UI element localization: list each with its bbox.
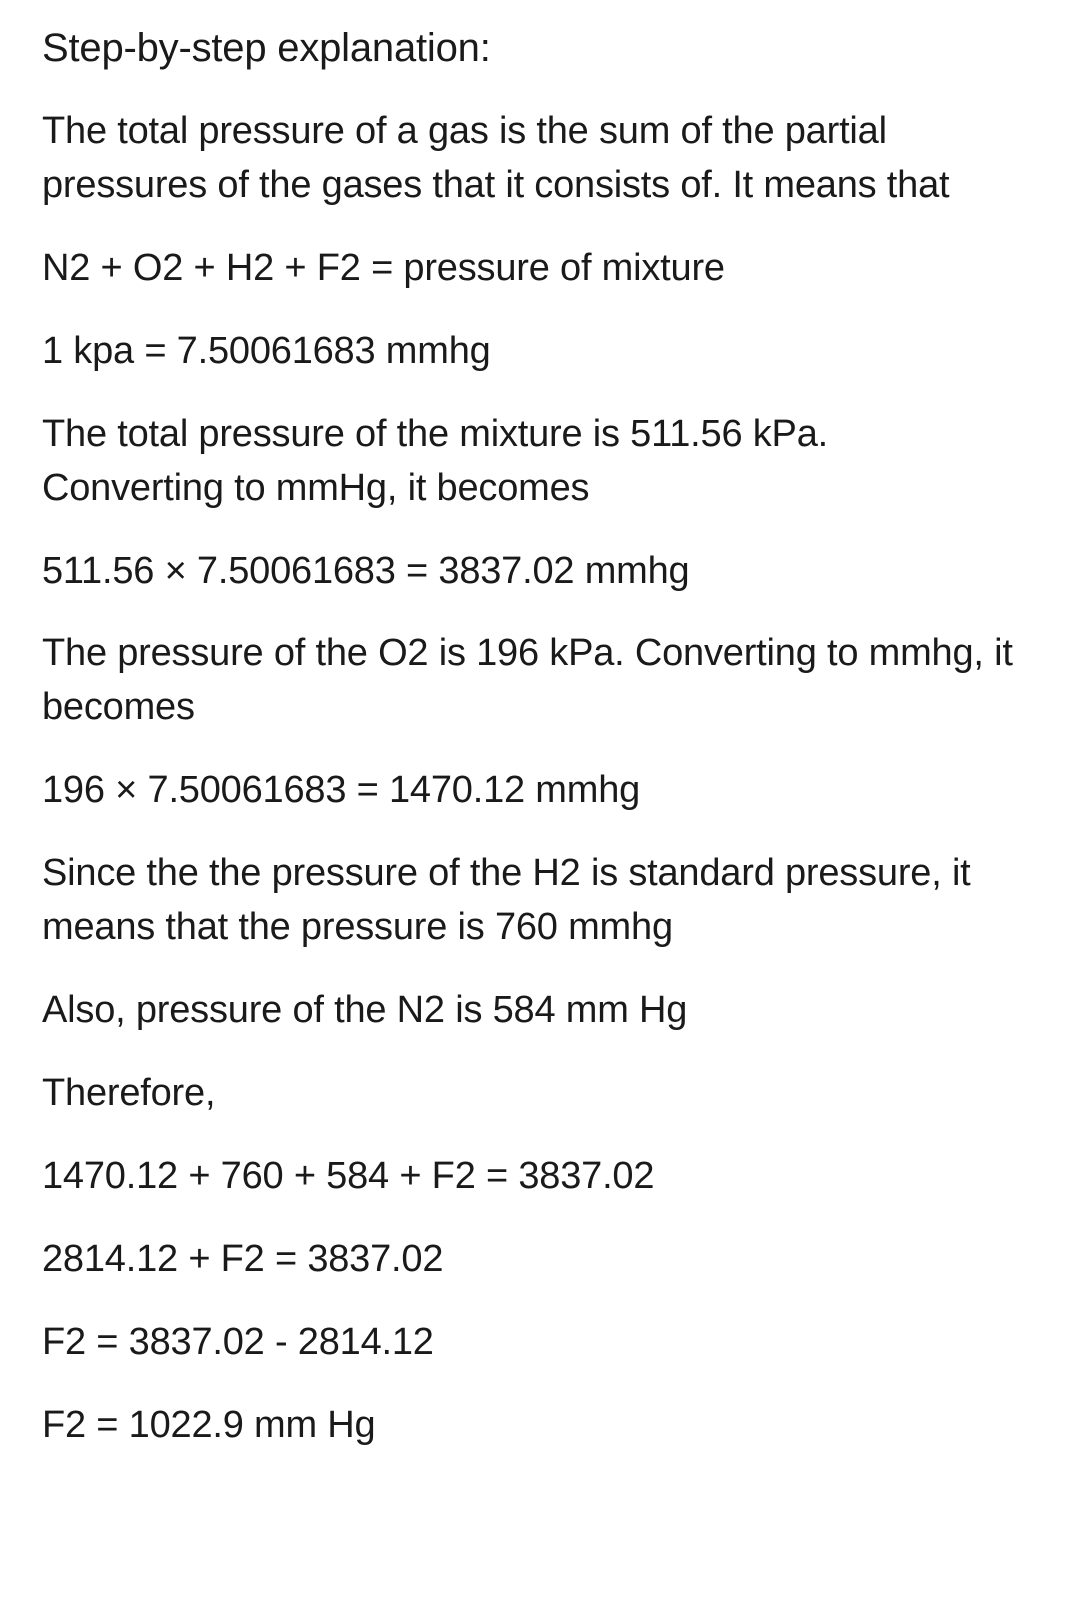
page-title: Step-by-step explanation: bbox=[42, 26, 491, 70]
equation-line: 2814.12 + F2 = 3837.02 bbox=[42, 1238, 444, 1281]
equation-line: 196 × 7.50061683 = 1470.12 mmhg bbox=[42, 769, 641, 812]
explanation-paragraph: Also, pressure of the N2 is 584 mm Hg bbox=[42, 989, 688, 1032]
equation-line: F2 = 3837.02 - 2814.12 bbox=[42, 1321, 434, 1364]
explanation-paragraph: Since the the pressure of the H2 is standard pressure, it means that the pressure is 760 mmhg bbox=[42, 852, 971, 949]
therefore-label: Therefore, bbox=[42, 1072, 216, 1115]
conversion-factor-line: 1 kpa = 7.50061683 mmhg bbox=[42, 329, 491, 372]
equation-line: N2 + O2 + H2 + F2 = pressure of mixture bbox=[42, 246, 725, 289]
explanation-paragraph: The pressure of the O2 is 196 kPa. Converting to mmhg, it becomes bbox=[42, 632, 1013, 729]
explanation-paragraph: The total pressure of a gas is the sum of the partial pressures of the gases that it consists of. It means that bbox=[42, 109, 950, 206]
equation-line: 511.56 × 7.50061683 = 3837.02 mmhg bbox=[42, 549, 690, 592]
equation-line: 1470.12 + 760 + 584 + F2 = 3837.02 bbox=[42, 1155, 655, 1198]
explanation-paragraph: The total pressure of the mixture is 511.56 kPa. Converting to mmHg, it becomes bbox=[42, 412, 828, 509]
final-answer-line: F2 = 1022.9 mm Hg bbox=[42, 1404, 376, 1446]
